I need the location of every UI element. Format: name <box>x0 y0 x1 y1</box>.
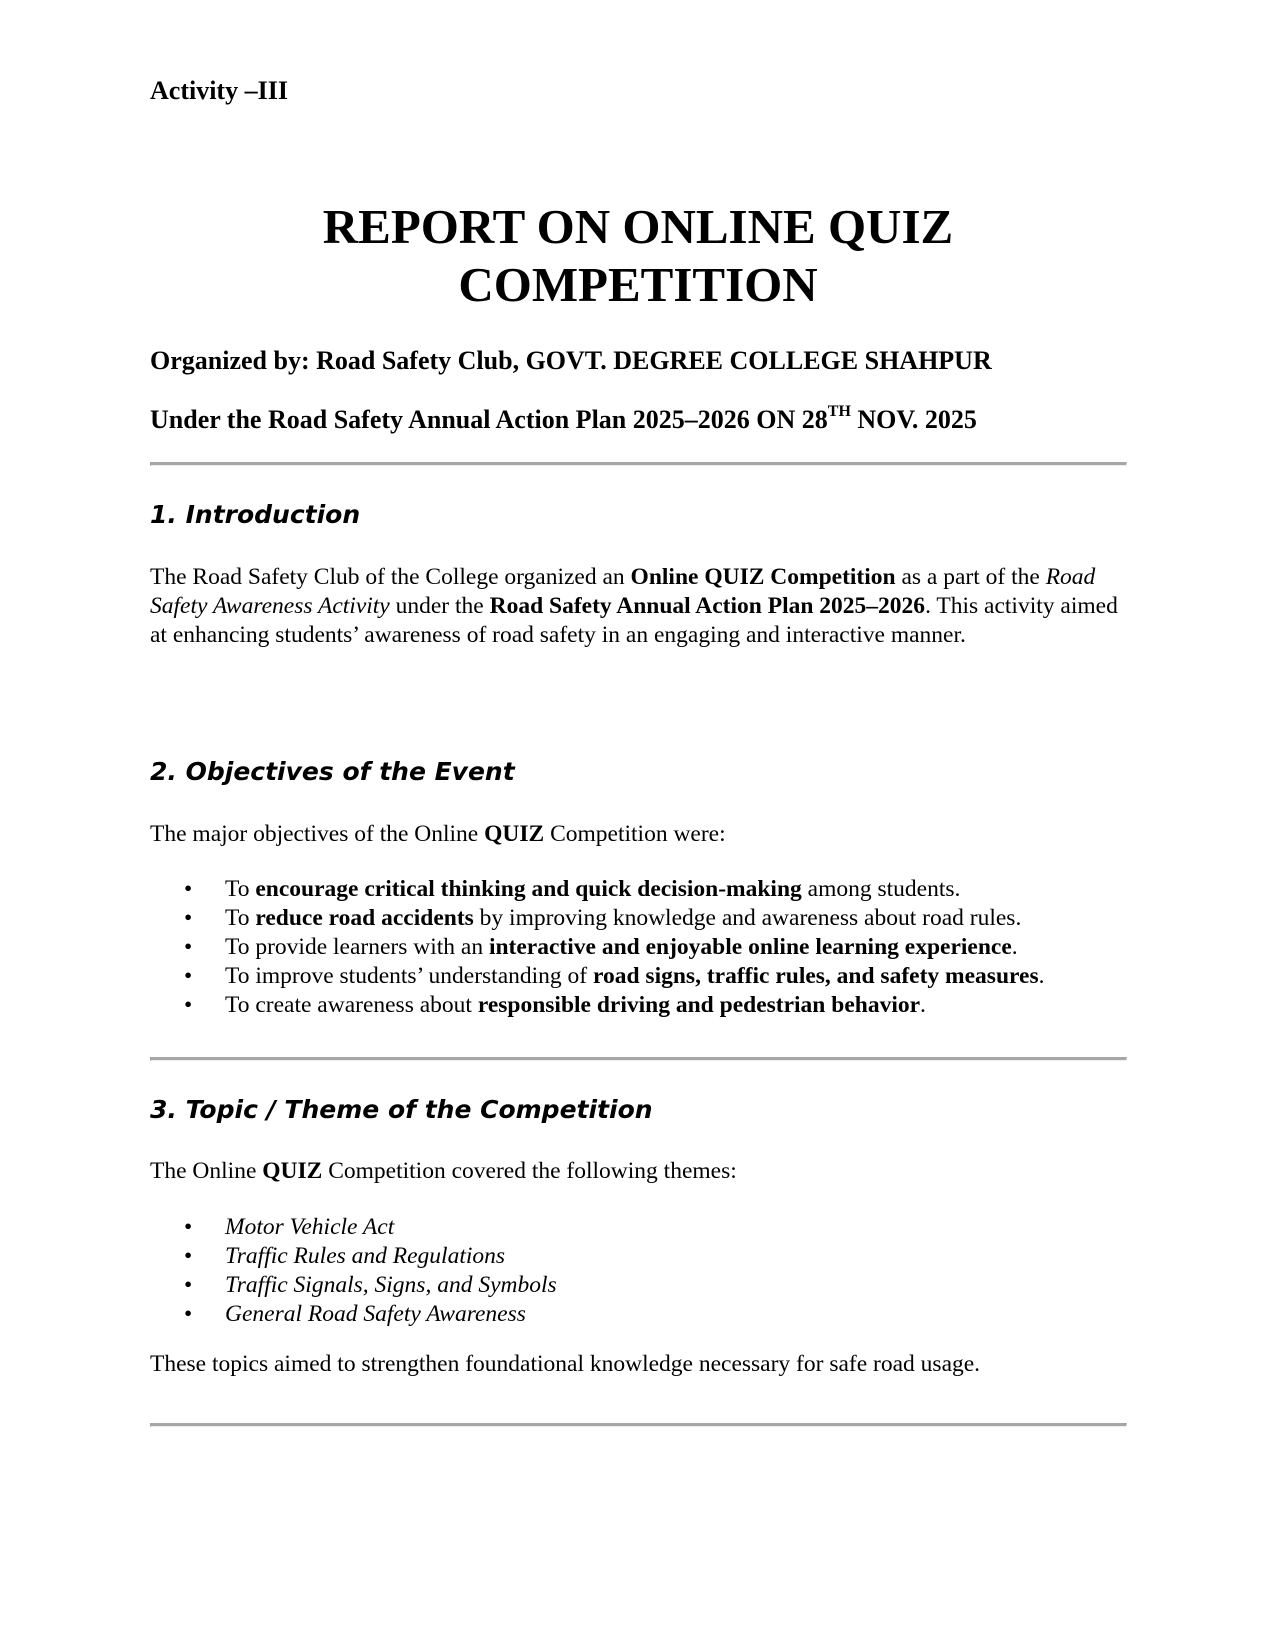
report-title-line2: COMPETITION <box>458 257 818 312</box>
list-item <box>150 875 1120 904</box>
objective-bold: reduce road accidents <box>255 905 474 931</box>
objective-text: . <box>1038 963 1045 989</box>
topic-text: Traffic Signals, Signs, and Symbols <box>225 1272 557 1298</box>
topic-text: Traffic Rules and Regulations <box>225 1243 506 1269</box>
objective-text: . <box>1011 934 1018 960</box>
objectives-intro-bold: QUIZ <box>484 821 545 847</box>
objectives-list <box>150 875 1120 1020</box>
bullet-icon: • <box>184 1272 193 1298</box>
objective-bold: responsible driving and pedestrian behavior <box>477 992 921 1018</box>
topics-intro-text-2: Competition covered the following themes: <box>322 1158 737 1184</box>
divider-3 <box>150 1423 1127 1427</box>
action-plan-month-year: NOV. 2025 <box>850 405 977 434</box>
bullet-icon: • <box>184 1301 193 1327</box>
list-item <box>150 991 1120 1020</box>
bullet-icon: • <box>184 1214 193 1240</box>
objective-text: To provide learners with an <box>225 934 489 960</box>
intro-text-1: The Road Safety Club of the College organized an <box>150 564 631 590</box>
objectives-intro <box>150 820 1120 849</box>
divider-1 <box>150 462 1127 466</box>
intro-text-3: under the <box>389 593 490 619</box>
bullet-icon: • <box>184 934 193 960</box>
topics-closing: These topics aimed to strengthen foundational knowledge necessary for safe road usage. <box>150 1351 981 1377</box>
organized-by: Organized by: Road Safety Club, GOVT. DEGREE COLLEGE SHAHPUR <box>150 346 992 375</box>
topic-text: Motor Vehicle Act <box>225 1214 395 1240</box>
introduction-paragraph <box>150 563 1120 650</box>
section-heading-introduction: 1. Introduction <box>150 500 361 529</box>
action-plan-text: Under the Road Safety Annual Action Plan 2025–2026 ON 28 <box>150 405 828 434</box>
objective-text: To <box>225 876 256 902</box>
bullet-icon: • <box>184 1243 193 1269</box>
intro-bold-competition: Online QUIZ Competition <box>630 564 896 590</box>
activity-label: Activity –III <box>150 76 288 105</box>
list-item <box>150 933 1120 962</box>
objective-text: To create awareness about <box>225 992 478 1018</box>
report-title-line1: REPORT ON ONLINE QUIZ <box>322 199 954 254</box>
topics-intro-text-1: The Online <box>150 1158 263 1184</box>
bullet-icon: • <box>184 963 193 989</box>
bullet-icon: • <box>184 992 193 1018</box>
section-heading-topics: 3. Topic / Theme of the Competition <box>150 1095 653 1124</box>
report-title <box>150 198 1126 314</box>
bullet-icon: • <box>184 905 193 931</box>
objective-bold: interactive and enjoyable online learning experience <box>488 934 1012 960</box>
section-heading-objectives: 2. Objectives of the Event <box>150 757 515 786</box>
list-item <box>150 1242 1120 1271</box>
list-item <box>150 1213 1120 1242</box>
intro-bold-plan: Road Safety Annual Action Plan 2025–2026 <box>489 593 926 619</box>
date-ordinal-suffix: TH <box>827 403 851 421</box>
objective-text: among students. <box>801 876 961 902</box>
objective-text: by improving knowledge and awareness about road rules. <box>473 905 1022 931</box>
bullet-icon: • <box>184 876 193 902</box>
objectives-intro-text-1: The major objectives of the Online <box>150 821 485 847</box>
objective-text: . <box>920 992 926 1018</box>
topic-text: General Road Safety Awareness <box>225 1301 526 1327</box>
list-item <box>150 1271 1120 1300</box>
topics-intro-bold: QUIZ <box>262 1158 323 1184</box>
objective-text: To <box>225 905 256 931</box>
list-item <box>150 1300 1120 1329</box>
objective-bold: road signs, traffic rules, and safety measures <box>592 963 1039 989</box>
intro-italic-activity: Road Safety Awareness Activity <box>150 564 1096 619</box>
topics-list <box>150 1213 1120 1329</box>
objectives-intro-text-2: Competition were: <box>544 821 726 847</box>
intro-text-2: as a part of the <box>895 564 1046 590</box>
topics-intro <box>150 1157 1120 1186</box>
objective-bold: encourage critical thinking and quick decision-making <box>255 876 802 902</box>
divider-2 <box>150 1057 1127 1061</box>
list-item <box>150 962 1120 991</box>
action-plan-date <box>150 405 977 435</box>
list-item <box>150 904 1120 933</box>
objective-text: To improve students’ understanding of <box>225 963 593 989</box>
intro-text-4: . This activity aimed at enhancing students’ awareness of road safety in an engaging and interactive manner. <box>150 593 1118 648</box>
